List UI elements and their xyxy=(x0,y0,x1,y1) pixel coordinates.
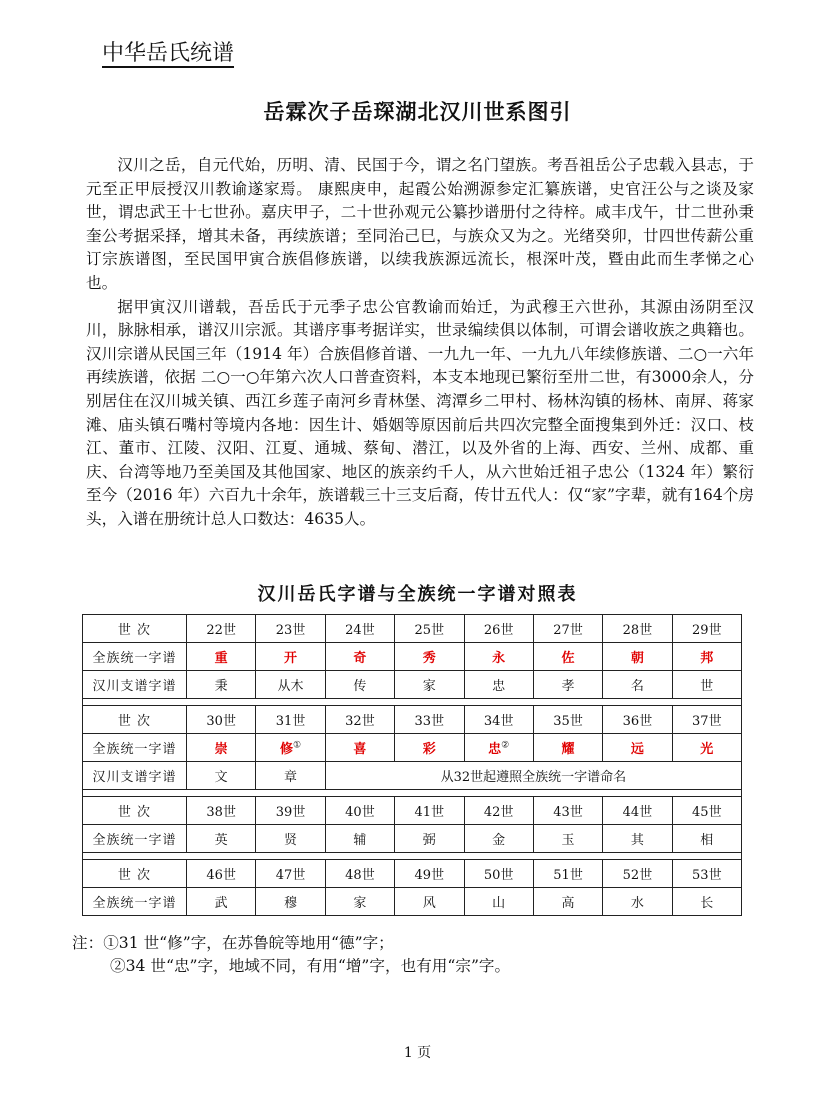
generation-cell: 34世 xyxy=(464,706,533,734)
spacer-cell xyxy=(83,699,742,706)
generation-cell: 32世 xyxy=(325,706,394,734)
generation-cell: 45世 xyxy=(672,797,741,825)
generation-cell: 52世 xyxy=(603,860,672,888)
generation-row xyxy=(83,615,742,643)
footnote-mark: ① xyxy=(293,740,302,751)
paragraph-2: 据甲寅汉川谱载，吾岳氏于元季子忠公官教谕而始迁，为武穆王六世孙，其源由汤阴至汉川，脉脉相承，谱汉川宗派。其谱序事考据详实，世录编续俱以体制，可谓会谱收族之典籍也。汉川宗谱从民国三年（1914 年）合族倡修首谱、一九九一年、一九九八年续修族谱、二○一六年再续族谱，依据 二○一○年第六次人口普查资料，本支本地现已繁衍至卅二世，有3000余人，分别居住在汉川城关镇、西江乡莲子南河乡青林堡、湾潭乡二甲村、杨林沟镇的杨林、南屏、蒋家滩、庙头镇石嘴村等境内各地：因生计、婚姻等原因前后共四次完整全面搜集到外迁：汉口、枝江、董市、江陵、汉阳、江夏、通城、蔡甸、潜江，以及外省的上海、西安、兰州、成都、重庆、台湾等地乃至美国及其他国家、地区的族亲约千人，从六世始迁祖子忠公（1324 年）繁衍至今（2016 年）六百九十余年，族谱载三十三支后裔，传廿五代人：仅“家”字辈，就有164个房头，入谱在册统计总人口数达：4635人。 xyxy=(86,297,754,528)
footnote-mark: ② xyxy=(501,740,510,751)
unified-char: 英 xyxy=(214,833,228,848)
row-label-generation: 世 次 xyxy=(83,706,187,734)
generation-cell: 43世 xyxy=(533,797,602,825)
generation-cell: 29世 xyxy=(672,615,741,643)
unified-char-cell xyxy=(603,825,672,853)
generation-cell: 24世 xyxy=(325,615,394,643)
unified-char-cell xyxy=(325,734,394,762)
branch-char-cell: 忠 xyxy=(464,671,533,699)
branch-char-cell: 孝 xyxy=(533,671,602,699)
document-title: 岳霖次子岳琛湖北汉川世系图引 xyxy=(263,100,572,124)
unified-row xyxy=(83,825,742,853)
branch-char-cell: 秉 xyxy=(187,671,256,699)
generation-cell: 28世 xyxy=(603,615,672,643)
generation-cell: 50世 xyxy=(464,860,533,888)
unified-char-cell xyxy=(187,734,256,762)
generation-cell: 47世 xyxy=(256,860,325,888)
row-label-unified: 全族统一字谱 xyxy=(83,825,187,853)
generation-cell: 39世 xyxy=(256,797,325,825)
generation-cell: 22世 xyxy=(187,615,256,643)
unified-char: 秀 xyxy=(422,651,436,666)
unified-char-cell xyxy=(325,888,394,916)
unified-char-cell xyxy=(464,643,533,671)
unified-char: 玉 xyxy=(561,833,575,848)
unified-char: 喜 xyxy=(353,742,367,757)
unified-char-cell xyxy=(533,643,602,671)
unified-char: 永 xyxy=(492,651,506,666)
generation-cell: 26世 xyxy=(464,615,533,643)
branch-char-cell: 世 xyxy=(672,671,741,699)
row-label-generation: 世 次 xyxy=(83,615,187,643)
unified-char: 武 xyxy=(214,896,228,911)
row-label-unified: 全族统一字谱 xyxy=(83,734,187,762)
unified-char-cell xyxy=(533,825,602,853)
spacer-cell xyxy=(83,790,742,797)
unified-char-cell xyxy=(395,734,464,762)
unified-char: 光 xyxy=(700,742,714,757)
row-label-branch: 汉川支谱字谱 xyxy=(83,671,187,699)
generation-cell: 49世 xyxy=(395,860,464,888)
branch-char-cell: 家 xyxy=(395,671,464,699)
unified-char-cell xyxy=(603,643,672,671)
unified-char-cell xyxy=(533,734,602,762)
unified-char: 开 xyxy=(284,651,298,666)
generation-cell: 30世 xyxy=(187,706,256,734)
unified-char: 水 xyxy=(630,896,644,911)
unified-char: 修 xyxy=(280,742,294,757)
unified-char: 金 xyxy=(492,833,506,848)
table-spacer xyxy=(83,853,742,860)
unified-char: 彩 xyxy=(422,742,436,757)
generation-cell: 40世 xyxy=(325,797,394,825)
unified-char: 耀 xyxy=(561,742,575,757)
page-number: 1 页 xyxy=(403,1045,432,1061)
notes xyxy=(72,932,510,978)
unified-char: 风 xyxy=(422,896,436,911)
unified-row xyxy=(83,734,742,762)
unified-char: 奇 xyxy=(353,651,367,666)
branch-note-cell: 从32世起遵照全族统一字谱命名 xyxy=(325,762,741,790)
branch-char-cell: 名 xyxy=(603,671,672,699)
branch-char-cell: 章 xyxy=(256,762,325,790)
generation-cell: 41世 xyxy=(395,797,464,825)
unified-char-cell xyxy=(672,734,741,762)
generation-cell: 35世 xyxy=(533,706,602,734)
body-text xyxy=(86,154,754,532)
generation-row xyxy=(83,706,742,734)
unified-char-cell xyxy=(533,888,602,916)
generation-row xyxy=(83,860,742,888)
unified-char-cell xyxy=(464,888,533,916)
unified-char-cell xyxy=(256,825,325,853)
unified-char-cell xyxy=(187,643,256,671)
generation-table xyxy=(82,614,742,916)
unified-char-cell xyxy=(256,888,325,916)
generation-cell: 38世 xyxy=(187,797,256,825)
unified-char: 穆 xyxy=(284,896,298,911)
paragraph-1: 汉川之岳，自元代始，历明、清、民国于今，谓之名门望族。考吾祖岳公子忠载入县志，于元至正甲辰授汉川教谕遂家焉。 康熙庚申，起霞公始溯源参定汇纂族谱，史官汪公与之谈及家世，谓忠武王十七世孙。嘉庆甲子，二十世孙观元公纂抄谱册付之待梓。咸丰戊午，廿二世孙秉奎公考据采择，增其未备，再续族谱；至同治己巳，与族众又为之。光绪癸卯，廿四世传薪公重订宗族谱图，至民国甲寅合族倡修族谱，以续我族源远流长，根深叶茂，暨由此而生孝悌之心也。 xyxy=(86,156,754,292)
generation-cell: 36世 xyxy=(603,706,672,734)
unified-char-cell xyxy=(395,643,464,671)
unified-char-cell xyxy=(464,825,533,853)
table-spacer xyxy=(83,790,742,797)
branch-char-cell: 文 xyxy=(187,762,256,790)
unified-char: 山 xyxy=(492,896,506,911)
page-header: 中华岳氏统谱 xyxy=(102,41,235,66)
branch-char-cell: 传 xyxy=(325,671,394,699)
generation-cell: 27世 xyxy=(533,615,602,643)
unified-char-cell xyxy=(672,888,741,916)
unified-char: 其 xyxy=(630,833,644,848)
generation-cell: 42世 xyxy=(464,797,533,825)
note-1: 注：①31 世“修”字，在苏鲁皖等地用“德”字； xyxy=(72,934,394,952)
generation-row xyxy=(83,797,742,825)
unified-char-cell xyxy=(464,734,533,762)
unified-char-cell xyxy=(395,888,464,916)
generation-cell: 51世 xyxy=(533,860,602,888)
generation-cell: 31世 xyxy=(256,706,325,734)
generation-cell: 53世 xyxy=(672,860,741,888)
generation-cell: 44世 xyxy=(603,797,672,825)
row-label-unified: 全族统一字谱 xyxy=(83,888,187,916)
unified-char: 远 xyxy=(630,742,644,757)
generation-cell: 46世 xyxy=(187,860,256,888)
unified-char-cell xyxy=(256,643,325,671)
unified-char-cell xyxy=(672,825,741,853)
unified-char: 辅 xyxy=(353,833,367,848)
unified-char: 相 xyxy=(700,833,714,848)
generation-cell: 23世 xyxy=(256,615,325,643)
generation-cell: 33世 xyxy=(395,706,464,734)
unified-char-cell xyxy=(325,825,394,853)
generation-cell: 48世 xyxy=(325,860,394,888)
unified-char: 崇 xyxy=(214,742,228,757)
note-2: ②34 世“忠”字，地域不同，有用“增”字，也有用“宗”字。 xyxy=(110,957,511,975)
unified-char: 邦 xyxy=(700,651,714,666)
unified-row xyxy=(83,643,742,671)
unified-char: 长 xyxy=(700,896,714,911)
unified-char-cell xyxy=(603,888,672,916)
spacer-cell xyxy=(83,853,742,860)
generation-cell: 25世 xyxy=(395,615,464,643)
branch-char-cell: 从木 xyxy=(256,671,325,699)
row-label-generation: 世 次 xyxy=(83,797,187,825)
table-title: 汉川岳氏字谱与全族统一字谱对照表 xyxy=(257,584,578,605)
unified-char: 弼 xyxy=(422,833,436,848)
generation-cell: 37世 xyxy=(672,706,741,734)
branch-row xyxy=(83,762,742,790)
unified-char-cell xyxy=(603,734,672,762)
table-spacer xyxy=(83,699,742,706)
unified-char: 朝 xyxy=(630,651,644,666)
unified-char-cell xyxy=(187,888,256,916)
unified-char-cell xyxy=(672,643,741,671)
unified-char: 家 xyxy=(353,896,367,911)
unified-char-cell xyxy=(395,825,464,853)
unified-char: 佐 xyxy=(561,651,575,666)
unified-char-cell xyxy=(187,825,256,853)
unified-char-cell xyxy=(325,643,394,671)
unified-char: 高 xyxy=(561,896,575,911)
branch-row xyxy=(83,671,742,699)
row-label-generation: 世 次 xyxy=(83,860,187,888)
unified-char: 贤 xyxy=(284,833,298,848)
unified-char-cell xyxy=(256,734,325,762)
unified-row xyxy=(83,888,742,916)
unified-char: 重 xyxy=(214,651,228,666)
row-label-branch: 汉川支谱字谱 xyxy=(83,762,187,790)
unified-char: 忠 xyxy=(488,742,502,757)
row-label-unified: 全族统一字谱 xyxy=(83,643,187,671)
